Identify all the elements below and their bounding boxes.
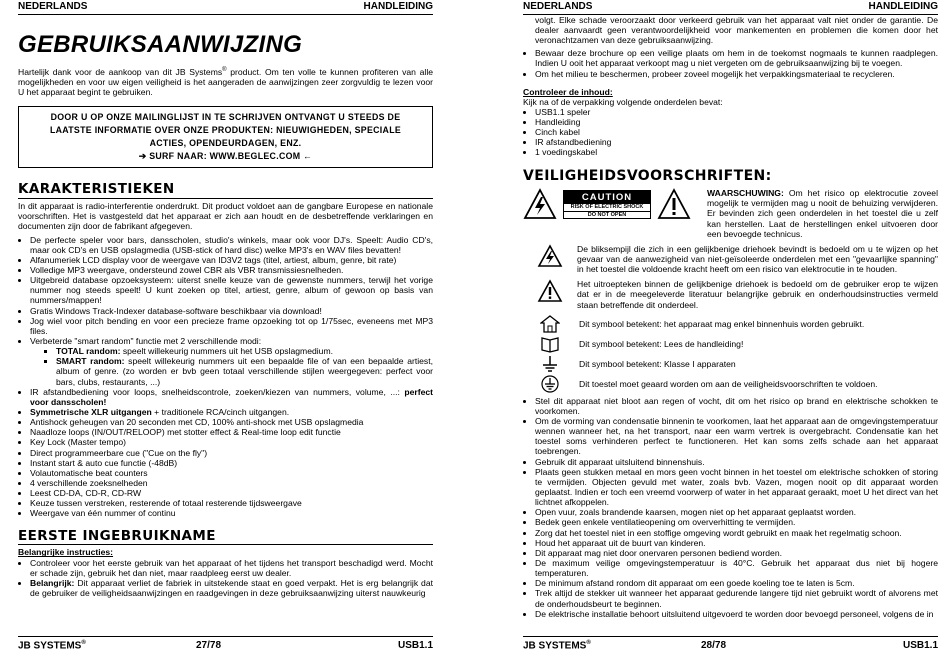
lightning-warning-icon — [523, 188, 557, 220]
list-item: • Handleiding — [535, 117, 938, 127]
list-item: • Open vuur, zoals brandende kaarsen, mogen niet op het apparaat geplaatst worden. — [535, 507, 938, 517]
list-item: • Zorg dat het toestel niet in een stoffige omgeving wordt gebruikt en maak het regelmatig schoon. — [535, 528, 938, 538]
page-footer — [18, 636, 433, 652]
random-modes-list — [30, 346, 433, 387]
header-title: HANDLEIDING — [363, 1, 433, 12]
list-item: • Controleer voor het eerste gebruik van het apparaat of het tijdens het transport beschadigd werd. Mocht er schade zijn, gebruik het dan niet, maar raadpleeg eerst uw dealer. — [30, 558, 433, 578]
list-item: • Weergave van één nummer of continu — [30, 508, 433, 518]
header-language: NEDERLANDS — [18, 1, 88, 12]
list-item: • Key Lock (Master tempo) — [30, 437, 433, 447]
safety-list — [523, 396, 938, 619]
caution-sub-2: DO NOT OPEN — [564, 211, 650, 218]
list-item: • 4 verschillende zoeksnelheden — [30, 478, 433, 488]
list-item: • Verbeterde "smart random" functie met 2 verschillende modi: ▪ TOTAL random: speelt willekeurig nummers uit het USB opslagmedium. ▪ SMART random: speelt willekeurig nummers uit een bepaalde file of van een bepaalde artiest, album of genre. (zo worden er bvb geen totaal verschillende stijlen weergegeven: perfect voor bars, clubs, restaurants, ...) — [30, 336, 433, 387]
book-icon — [540, 335, 560, 353]
caution-label: CAUTION — [564, 191, 650, 204]
list-item: • Plaats geen stukken metaal en mors geen vocht binnen in het toestel om elektrische schokken of storing te vermijden. Objecten gevuld met water, zoals bvb. Vazen, mogen nooit op dit apparaat worden geplaatst. Indien er toch een vreemd voorwerp of water in het apparaat geraakt, moet U het direct van het lichtnet afkoppelen. — [535, 467, 938, 508]
caution-row — [523, 188, 938, 242]
box-link-line[interactable]: ➔ SURF NAAR: WWW.BEGLEC.COM ← — [138, 151, 313, 162]
contents-title: Controleer de inhoud: — [523, 86, 613, 97]
symbol-text: Dit symbool betekent: Lees de handleiding! — [579, 338, 744, 349]
list-item: • Symmetrische XLR uitgangen + traditionele RCA/cinch uitgangen. — [30, 407, 433, 417]
page-header — [523, 0, 938, 15]
box-line: ACTIES, OPENDEURDAGEN, ENZ. — [149, 137, 302, 148]
list-item: • Gebruik dit apparaat uitsluitend binnenshuis. — [535, 457, 938, 467]
list-item: • USB1.1 speler — [535, 107, 938, 117]
caution-label-box — [563, 190, 651, 219]
section-title-features: KARAKTERISTIEKEN — [18, 182, 433, 199]
symbol-row — [537, 355, 938, 373]
footer-page-number: 27/78 — [196, 640, 222, 651]
list-item: • Dit apparaat mag niet door onervaren personen bediend worden. — [535, 548, 938, 558]
list-item: • De elektrische installatie behoort uitsluitend uitgevoerd te worden door bevoegd personeel, volgens de in — [535, 609, 938, 619]
box-line: DOOR U OP ONZE MAILINGLIJST IN TE SCHRIJVEN ONTVANGT U STEEDS DE — [50, 111, 401, 122]
list-item: • Cinch kabel — [535, 127, 938, 137]
symbol-row — [537, 335, 938, 353]
list-item: • Antishock geheugen van 20 seconden met CD, 100% anti-shock met USB opslagmedia — [30, 417, 433, 427]
footer-model: USB1.1 — [902, 640, 938, 651]
caution-graphic — [523, 188, 701, 242]
box-line: LAATSTE INFORMATIE OVER ONZE PRODUKTEN: NIEUWIGHEDEN, SPECIALE — [49, 124, 402, 135]
features-list — [18, 235, 433, 519]
list-item: • Stel dit apparaat niet bloot aan regen of vocht, dit om het risico op brand en elektrische schokken te voorkomen. — [535, 396, 938, 416]
list-item: • IR afstandbediening voor loops, snelheidscontrole, zoeken/kiezen van nummers, volume, ...: perfect voor dansscholen! — [30, 387, 433, 407]
exclamation-triangle-icon — [537, 279, 563, 303]
install-list — [18, 558, 433, 599]
mailinglist-box — [18, 106, 433, 169]
list-item: • Uitgebreid database opzoeksysteem: uiterst snelle keuze van de gewenste nummers, terwijl het vorige nummer nog steeds speelt! U kunt zoeken op titel, artiest, genre, album of gewoon op basis van nummers/mappen! — [30, 275, 433, 305]
list-item: • Om het milieu te beschermen, probeer zoveel mogelijk het verpakkingsmateriaal te recycleren. — [535, 69, 938, 79]
list-item: • De perfecte speler voor bars, dansscholen, studio's winkels, maar ook voor DJ's. Speelt: Audio CD's, maar ook CD's en USB opslagmedia (USB-stick of hard disc) welke MP3's en WAV files bevatten! — [30, 235, 433, 255]
section-title-install: EERSTE INGEBRUIKNAME — [18, 529, 433, 546]
symbol-text: Dit toestel moet geaard worden om aan de veiligheidsvoorschriften te voldoen. — [579, 378, 878, 389]
list-item: • Volautomatische beat counters — [30, 468, 433, 478]
footer-brand: JB SYSTEMS® — [523, 640, 591, 652]
symbol-text: Dit symbool betekent: het apparaat mag enkel binnenhuis worden gebruikt. — [579, 318, 865, 329]
list-item: • Naadloze loops (IN/OUT/RELOOP) met stotter effect & Real-time loop edit functie — [30, 427, 433, 437]
list-item: • Bewaar deze brochure op een veilige plaats om hem in de toekomst nogmaals te kunnen raadplegen. Indien U ooit het apparaat verkoopt mag u niet vergeten om de gebruiksaanwijzing bij te voegen. — [535, 48, 938, 68]
symbol-row — [537, 375, 938, 393]
right-page — [523, 0, 938, 654]
caution-sub-1: RISK OF ELECTRIC SHOCK — [570, 204, 644, 211]
list-item: • Belangrijk: Dit apparaat verliet de fabriek in uitstekende staat en goed verpakt. Het is erg belangrijk dat de gebruiker de veiligheidsaanwijzingen en raadgevingen in deze gebruiksaanwijzing uiterst nauwkeurig — [30, 578, 433, 598]
list-item: ▪ SMART random: speelt willekeurig nummers uit een bepaalde file of van een bepaalde artiest, album of genre. (zo worden er bvb geen totaal verschillende stijlen weergegeven: perfect voor bars, clubs, restaurants, ...) — [56, 356, 433, 386]
page-footer — [523, 636, 938, 652]
list-item: • Leest CD-DA, CD-R, CD-RW — [30, 488, 433, 498]
main-title: GEBRUIKSAANWIJZING — [18, 30, 303, 58]
list-item: • Bedek geen enkele ventilatieopening om oververhitting te vermijden. — [535, 517, 938, 527]
list-item: • De maximum veilige omgevingstemperatuur is 40°C. Gebruik het apparaat dus niet bij hogere temperaturen. — [535, 558, 938, 578]
symbol-text: Dit symbool betekent: Klasse I apparaten — [579, 358, 736, 369]
top-bullets — [523, 48, 938, 78]
class1-icon — [540, 355, 560, 373]
footer-brand: JB SYSTEMS® — [18, 640, 86, 652]
list-item: • IR afstandbediening — [535, 137, 938, 147]
header-language: NEDERLANDS — [523, 1, 593, 12]
section-title-safety: VEILIGHEIDSVOORSCHRIFTEN: — [523, 167, 772, 184]
footer-model: USB1.1 — [397, 640, 433, 651]
ground-icon — [540, 375, 560, 393]
list-item: ▪ TOTAL random: speelt willekeurig nummers uit het USB opslagmedium. — [56, 346, 433, 356]
list-item: • 1 voedingskabel — [535, 147, 938, 157]
list-item: • Om de vorming van condensatie binnenin te voorkomen, laat het apparaat aan de omgevingstemperatuur wennen wanneer het, na het transport, naar een warm vertrek is overgebracht. Condensatie kan het toestel soms verhinderen perfect te functioneren. Het kan soms zelfs schade aan het apparaat toebrengen. — [535, 416, 938, 457]
exclamation-text: Het uitroepteken binnen de gelijkbenige driehoek is bedoeld om de gebruiker erop te wijzen dat er in de meegeleverde literatuur belangrijke gebruik en onderhoudsinstructies vermeld staan betreffende dit onderdeel. — [577, 279, 938, 310]
lightning-explanation — [537, 244, 938, 277]
list-item: • Volledige MP3 weergave, ondersteund zowel CBR als VBR transmissiesnelheden. — [30, 265, 433, 275]
list-item: • Trek altijd de stekker uit wanneer het apparaat gedurende langere tijd niet gebruikt wordt of alvorens met de onderhoudsbeurt te beginnen. — [535, 588, 938, 608]
list-item: • Keuze tussen verstreken, resterende of totaal resterende tijdsweergave — [30, 498, 433, 508]
list-item: • Instant start & auto cue functie (-48dB) — [30, 458, 433, 468]
list-item: • Jog wiel voor pitch bending en voor een precieze frame opzoeking tot op 1/75sec, eveneens met MP3 files. — [30, 316, 433, 336]
list-item: • Houd het apparaat uit de buurt van kinderen. — [535, 538, 938, 548]
list-item: • Direct programmeerbare cue ("Cue on the fly") — [30, 448, 433, 458]
warning-paragraph: WAARSCHUWING: Om het risico op elektrocutie zoveel mogelijk te vermijden mag u nooit de behuizing verwijderen. Er bevinden zich geen onderdelen in het toestel die u zelf kan herstellen. Laat de herstellingen enkel uitvoeren door een bevoegde technicus. — [707, 188, 938, 239]
list-item: • Gratis Windows Track-Indexer database-software beschikbaar via download! — [30, 306, 433, 316]
page-header — [18, 0, 433, 15]
header-title: HANDLEIDING — [868, 1, 938, 12]
contents-list — [523, 107, 938, 158]
exclamation-warning-icon — [657, 188, 691, 220]
symbols-list — [537, 315, 938, 393]
install-subtitle: Belangrijke instructies: — [18, 547, 114, 558]
lightning-triangle-icon — [537, 244, 563, 268]
symbol-row — [537, 315, 938, 333]
continued-paragraph: volgt. Elke schade veroorzaakt door verkeerd gebruik van het apparaat valt niet onder de garantie. De dealer aanvaardt geen verantwoordelijkheid voor mankementen en problemen die komen door het veronachtzamen van deze gebruiksaanwijzing. — [535, 14, 938, 46]
exclamation-explanation — [537, 279, 938, 312]
features-intro: In dit apparaat is radio-interferentie onderdrukt. Dit product voldoet aan de gangbare Europese en nationale voorschriften. Het is vastgesteld dat het apparaat er zich aan houdt en de desbetreffende verklaringen en documenten zijn door de fabrikant afgegeven. — [18, 201, 433, 232]
list-item: • Alfanumeriek LCD display voor de weergave van ID3V2 tags (titel, artiest, album, genre, bit rate) — [30, 255, 433, 265]
contents-intro: Kijk na of de verpakking volgende onderdelen bevat: — [523, 96, 723, 107]
footer-page-number: 28/78 — [701, 640, 727, 651]
list-item: • De minimum afstand rondom dit apparaat om een goede koeling toe te laten is 5cm. — [535, 578, 938, 588]
lightning-text: De bliksempijl die zich in een gelijkbenige driehoek bevindt is bedoeld om u te wijzen op het gevaar van de aanwezigheid van niet-geïsoleerde onderdelen met een "gevaarlijke spanning" in het toestel die voldoende kracht heeft om een risico van elektrocutie in te houden. — [577, 243, 938, 275]
left-page — [18, 0, 433, 654]
house-icon — [540, 315, 560, 333]
intro-paragraph: Hartelijk dank voor de aankoop van dit JB Systems® product. Om ten volle te kunnen profiteren van alle mogelijkheden en voor uw eigen veiligheid is het aangeraden de aanwijzingen zeer zorgvuldig te lezen voor U het apparaat begint te gebruiken. — [18, 67, 434, 98]
